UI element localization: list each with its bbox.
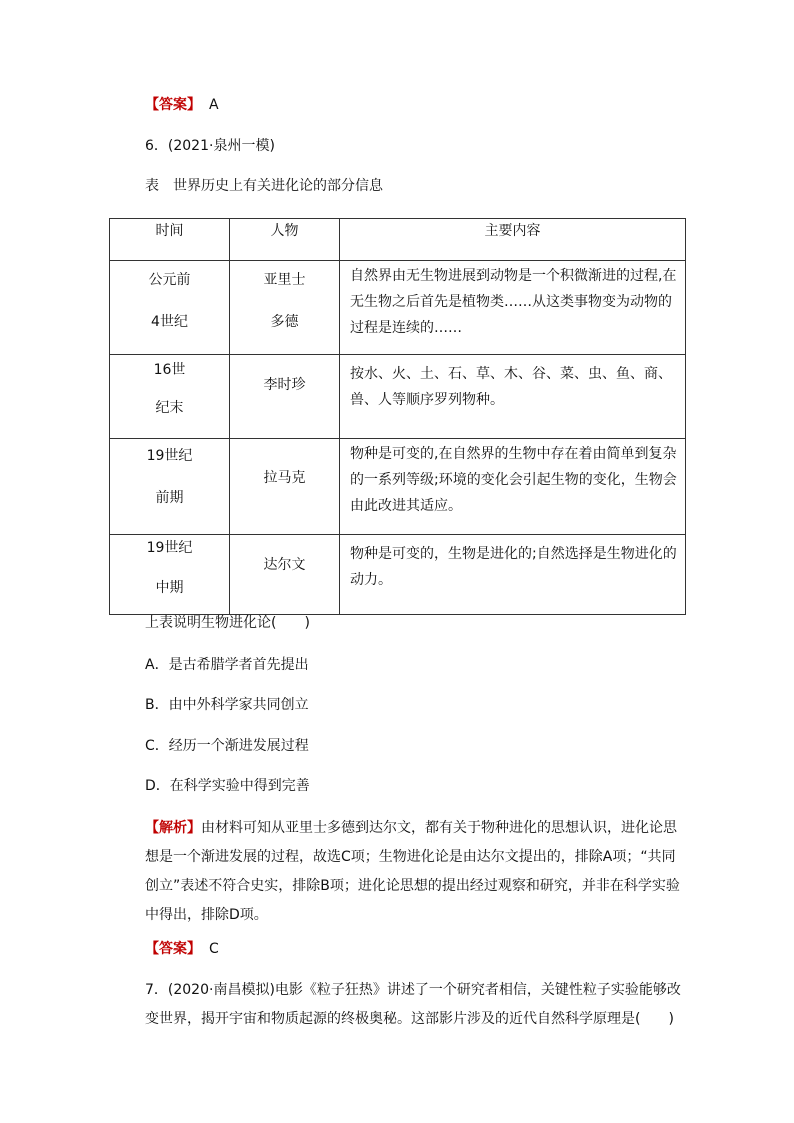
table-header-row	[110, 219, 686, 261]
cell-content: 按水、火、土、石、草、木、谷、菜、虫、鱼、商、兽、人等顺序罗列物种。	[340, 355, 686, 439]
header-person: 人物	[230, 219, 340, 261]
cell-text: 拉马克	[263, 470, 306, 486]
header-time: 时间	[110, 219, 230, 261]
cell-text: 多德	[270, 314, 299, 330]
cell-text: 前期	[155, 490, 184, 506]
cell-content: 自然界由无生物进展到动物是一个积微渐进的过程,在无生物之后首先是植物类……从这类事物变为动物的过程是连续的……	[340, 261, 686, 355]
question-7: 7．(2020·南昌模拟)电影《粒子狂热》讲述了一个研究者相信，关键性粒子实验能够改变世界，揭开宇宙和物质起源的终极奥秘。这部影片涉及的近代自然科学原理是( )	[145, 982, 681, 1027]
answer-tag: 【答案】	[145, 941, 201, 957]
cell-time	[110, 535, 230, 615]
header-content: 主要内容	[340, 219, 686, 261]
table-row	[110, 439, 686, 535]
cell-text: 19世纪	[146, 448, 193, 464]
table-caption: 表 世界历史上有关进化论的部分信息	[145, 178, 383, 194]
cell-text: 亚里士	[263, 272, 306, 288]
cell-text: 达尔文	[263, 557, 306, 573]
table-row	[110, 535, 686, 615]
answer-tag: 【答案】	[145, 97, 201, 113]
cell-text: 中期	[155, 580, 184, 596]
cell-person	[230, 439, 340, 535]
cell-time	[110, 355, 230, 439]
question-6-answer	[145, 939, 219, 959]
analysis-text: 由材料可知从亚里士多德到达尔文，都有关于物种进化的思想认识，进化论思想是一个渐进发展的过程，故选C项；生物进化论是由达尔文提出的，排除A项；“共同创立”表述不符合史实，排除B项；进化论思想的提出经过观察和研究，并非在科学实验中得出，排除D项。	[145, 820, 680, 923]
evolution-table	[109, 218, 686, 615]
cell-time	[110, 439, 230, 535]
cell-text: 4世纪	[151, 314, 188, 330]
table-row	[110, 355, 686, 439]
cell-text: 纪末	[155, 400, 184, 416]
answer-value: C	[209, 941, 219, 957]
option-a: A．是古希腊学者首先提出	[145, 657, 309, 673]
cell-text: 19世纪	[146, 540, 193, 556]
cell-person	[230, 355, 340, 439]
answer-value: A	[209, 97, 219, 113]
question-6-stem: 上表说明生物进化论( )	[145, 615, 310, 631]
cell-person	[230, 261, 340, 355]
cell-text: 16世	[153, 362, 186, 378]
cell-time	[110, 261, 230, 355]
cell-text: 李时珍	[263, 377, 306, 393]
option-d: D．在科学实验中得到完善	[145, 778, 310, 794]
cell-person	[230, 535, 340, 615]
cell-content: 物种是可变的,在自然界的生物中存在着由简单到复杂的一系列等级;环境的变化会引起生物的变化，生物会由此改进其适应。	[340, 439, 686, 535]
cell-text: 公元前	[148, 272, 191, 288]
analysis-paragraph	[145, 814, 685, 930]
table-row	[110, 261, 686, 355]
analysis-tag: 【解析】	[145, 820, 201, 836]
cell-content: 物种是可变的，生物是进化的;自然选择是生物进化的动力。	[340, 535, 686, 615]
option-b: B．由中外科学家共同创立	[145, 697, 309, 713]
question-6-heading: 6．(2021·泉州一模)	[145, 138, 275, 154]
option-c: C．经历一个渐进发展过程	[145, 738, 309, 754]
previous-answer	[145, 95, 219, 115]
